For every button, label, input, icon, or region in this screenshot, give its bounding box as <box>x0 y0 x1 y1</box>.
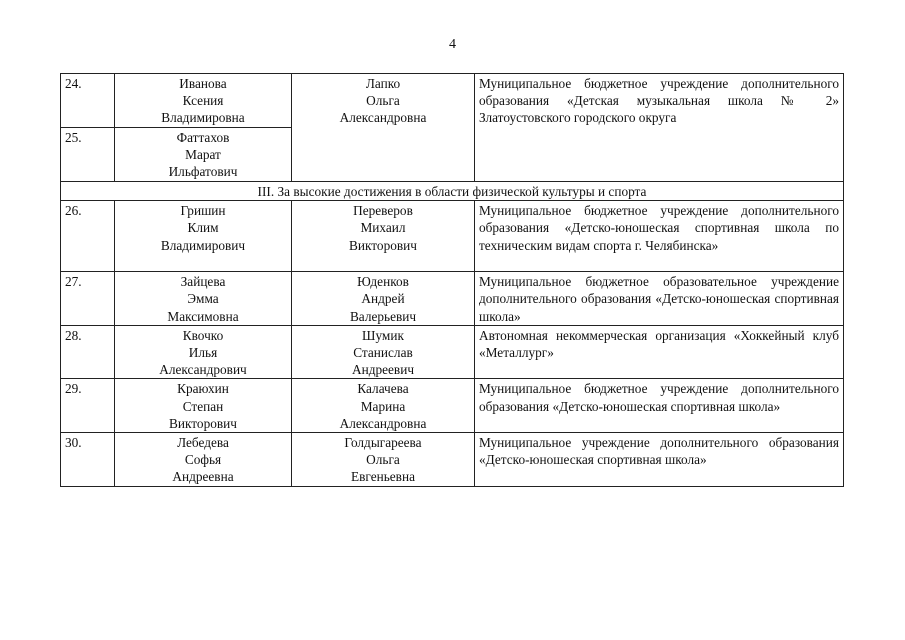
awardee-first-name: Илья <box>188 345 218 361</box>
row-number: 24. <box>61 74 115 128</box>
mentor-first-name: Ольга <box>366 452 400 468</box>
awardee-patronymic: Александрович <box>159 362 247 378</box>
awardee-first-name: Клим <box>187 220 219 236</box>
awardee-patronymic: Ильфатович <box>168 164 238 180</box>
mentor-name <box>292 325 475 379</box>
mentor-first-name: Станислав <box>353 345 413 361</box>
row-number: 30. <box>61 433 115 487</box>
awardee-surname: Зайцева <box>180 274 226 290</box>
mentor-patronymic: Александровна <box>339 110 427 126</box>
mentor-patronymic: Андреевич <box>351 362 415 378</box>
awardee-name <box>115 201 292 272</box>
awardee-name <box>115 272 292 326</box>
mentor-patronymic: Евгеньевна <box>351 469 415 485</box>
mentor-first-name: Михаил <box>360 220 406 236</box>
mentor-surname: Шумик <box>362 327 404 343</box>
row-number: 26. <box>61 201 115 272</box>
organization: Муниципальное бюджетное учреждение дополнительного образования «Детско-юношеская спортивная школа по техническим видам спорта г. Челябинска» <box>475 201 844 272</box>
mentor-patronymic: Валерьевич <box>349 308 417 324</box>
mentor-surname: Переверов <box>353 203 413 219</box>
mentor-surname: Юденков <box>357 274 409 290</box>
mentor-surname: Калачева <box>357 381 409 397</box>
mentor-name <box>292 433 475 487</box>
table-row <box>61 379 844 433</box>
awardee-surname: Иванова <box>179 76 227 91</box>
mentor-first-name: Андрей <box>361 291 405 307</box>
awardee-first-name: Софья <box>184 452 222 468</box>
awardee-name <box>115 379 292 433</box>
mentor-surname: Голдыгареева <box>344 435 422 451</box>
mentor-first-name: Марина <box>360 398 406 414</box>
awardee-patronymic: Владимировна <box>161 110 245 126</box>
page-number: 4 <box>449 37 456 52</box>
organization: Муниципальное бюджетное учреждение дополнительного образования «Детско-юношеская спортивная школа» <box>475 379 844 433</box>
organization: Муниципальное бюджетное учреждение дополнительного образования «Детская музыкальная школа № 2» Златоустовского городского округа <box>475 74 844 182</box>
organization: Муниципальное учреждение дополнительного образования «Детско-юношеская спортивная школа» <box>475 433 844 487</box>
mentor-surname: Лапко <box>365 76 401 91</box>
awardee-first-name: Эмма <box>187 291 219 307</box>
awardee-patronymic: Владимирович <box>160 237 246 253</box>
section-heading: III. За высокие достижения в области физической культуры и спорта <box>61 182 844 201</box>
awardee-surname: Квочко <box>182 327 224 343</box>
awardee-name <box>115 74 292 128</box>
table-row <box>61 201 844 272</box>
mentor-first-name: Ольга <box>366 93 400 109</box>
awardee-surname: Лебедева <box>177 435 229 451</box>
awardee-first-name: Степан <box>182 398 224 414</box>
awardee-name <box>115 325 292 379</box>
table-row <box>61 433 844 487</box>
row-number: 25. <box>61 128 115 182</box>
awardee-patronymic: Максимовна <box>167 308 239 324</box>
awardee-first-name: Ксения <box>182 93 224 109</box>
awardee-name <box>115 433 292 487</box>
awardee-surname: Фаттахов <box>176 130 230 145</box>
mentor-name <box>292 201 475 272</box>
mentor-patronymic: Викторович <box>349 237 417 253</box>
mentor-patronymic: Александровна <box>339 415 427 431</box>
mentor-name <box>292 379 475 433</box>
awardee-surname: Краюхин <box>177 381 229 397</box>
row-number: 28. <box>61 325 115 379</box>
awards-table <box>60 73 844 487</box>
awardee-surname: Гришин <box>180 203 226 219</box>
organization: Муниципальное бюджетное образовательное учреждение дополнительного образования «Детско-юношеская спортивная школа» <box>475 272 844 326</box>
table-row <box>61 272 844 326</box>
mentor-name <box>292 272 475 326</box>
awardee-patronymic: Андреевна <box>172 469 234 485</box>
table-row <box>61 325 844 379</box>
awardee-patronymic: Викторович <box>169 415 237 431</box>
organization: Автономная некоммерческая организация «Хоккейный клуб «Металлург» <box>475 325 844 379</box>
mentor-name <box>292 74 475 182</box>
row-number: 29. <box>61 379 115 433</box>
table-row <box>61 74 844 128</box>
section-row <box>61 182 844 201</box>
awardee-name <box>115 128 292 182</box>
row-number: 27. <box>61 272 115 326</box>
awardee-first-name: Марат <box>185 147 221 163</box>
